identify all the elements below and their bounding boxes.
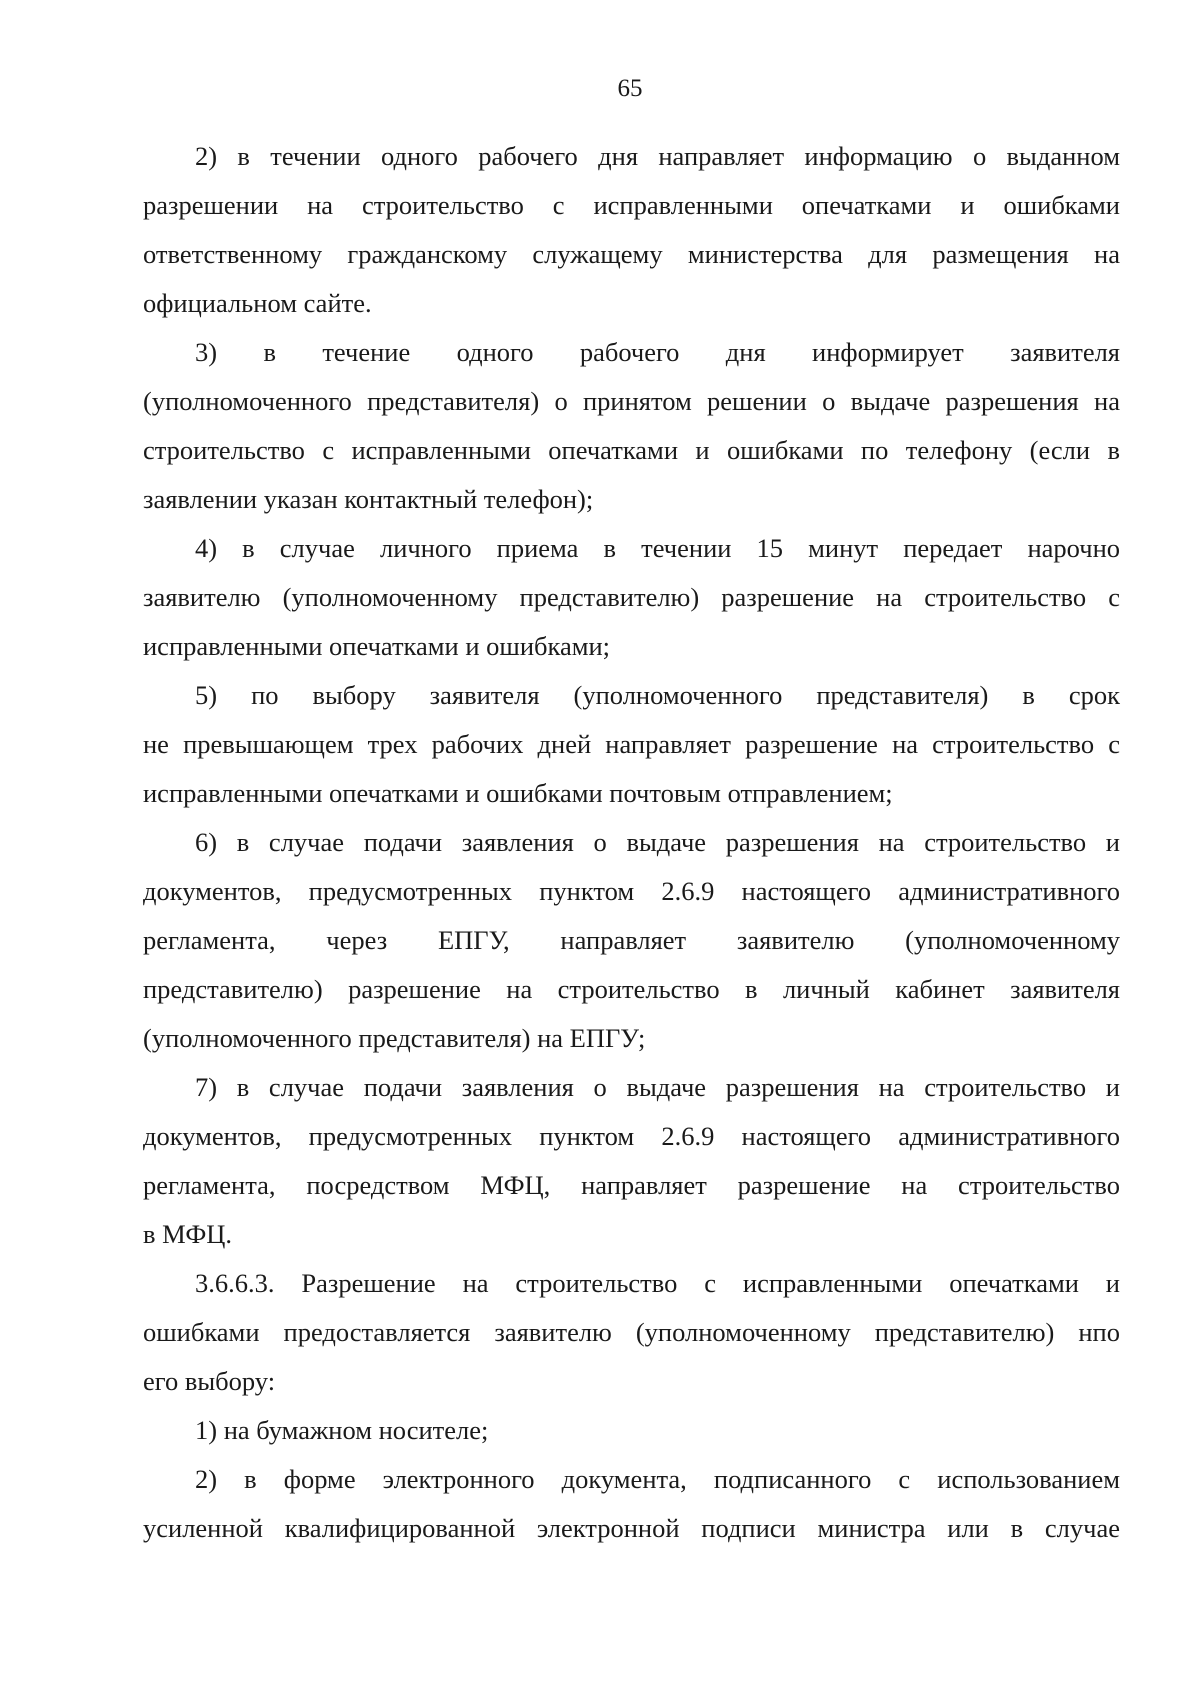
text-line: 2) в форме электронного документа, подписанного с использованием — [195, 1464, 1120, 1494]
text-line: 3.6.6.3. Разрешение на строительство с исправленными опечатками и — [195, 1268, 1120, 1298]
text-line: его выбору: — [143, 1366, 276, 1396]
text-line: представителю) разрешение на строительство в личный кабинет заявителя — [143, 974, 1120, 1004]
text-line: 2) в течении одного рабочего дня направляет информацию о выданном — [195, 141, 1120, 171]
page-number: 65 — [617, 75, 643, 102]
text-line: 1) на бумажном носителе; — [195, 1415, 489, 1445]
text-line: регламента, посредством МФЦ, направляет разрешение на строительство — [143, 1170, 1120, 1200]
text-line: 3) в течение одного рабочего дня информирует заявителя — [195, 337, 1120, 367]
text-line: 5) по выбору заявителя (уполномоченного представителя) в срок — [195, 680, 1120, 710]
text-line: регламента, через ЕПГУ, направляет заявителю (уполномоченному — [143, 925, 1120, 955]
text-line: документов, предусмотренных пунктом 2.6.9 настоящего административного — [143, 876, 1120, 906]
text-line: 7) в случае подачи заявления о выдаче разрешения на строительство и — [195, 1072, 1120, 1102]
text-line: усиленной квалифицированной электронной подписи министра или в случае — [143, 1513, 1120, 1543]
text-line: 6) в случае подачи заявления о выдаче разрешения на строительство и — [195, 827, 1120, 857]
text-line: заявлении указан контактный телефон); — [143, 484, 594, 514]
text-line: заявителю (уполномоченному представителю) разрешение на строительство с — [143, 582, 1120, 612]
text-line: не превышающем трех рабочих дней направляет разрешение на строительство с — [143, 729, 1120, 759]
text-line: официальном сайте. — [143, 288, 372, 318]
text-line: документов, предусмотренных пунктом 2.6.9 настоящего административного — [143, 1121, 1120, 1151]
text-line: (уполномоченного представителя) о принятом решении о выдаче разрешения на — [143, 386, 1120, 416]
text-line: в МФЦ. — [143, 1219, 233, 1249]
text-line: ошибками предоставляется заявителю (уполномоченному представителю) нпо — [143, 1317, 1120, 1347]
text-line: разрешении на строительство с исправленными опечатками и ошибками — [143, 190, 1120, 220]
document-body — [143, 132, 1120, 1553]
text-line: исправленными опечатками и ошибками; — [143, 631, 611, 661]
text-line: ответственному гражданскому служащему министерства для размещения на — [143, 239, 1120, 269]
text-line: строительство с исправленными опечатками и ошибками по телефону (если в — [143, 435, 1120, 465]
text-line: (уполномоченного представителя) на ЕПГУ; — [143, 1023, 646, 1053]
text-line: исправленными опечатками и ошибками почтовым отправлением; — [143, 778, 893, 808]
text-line: 4) в случае личного приема в течении 15 минут передает нарочно — [195, 533, 1120, 563]
